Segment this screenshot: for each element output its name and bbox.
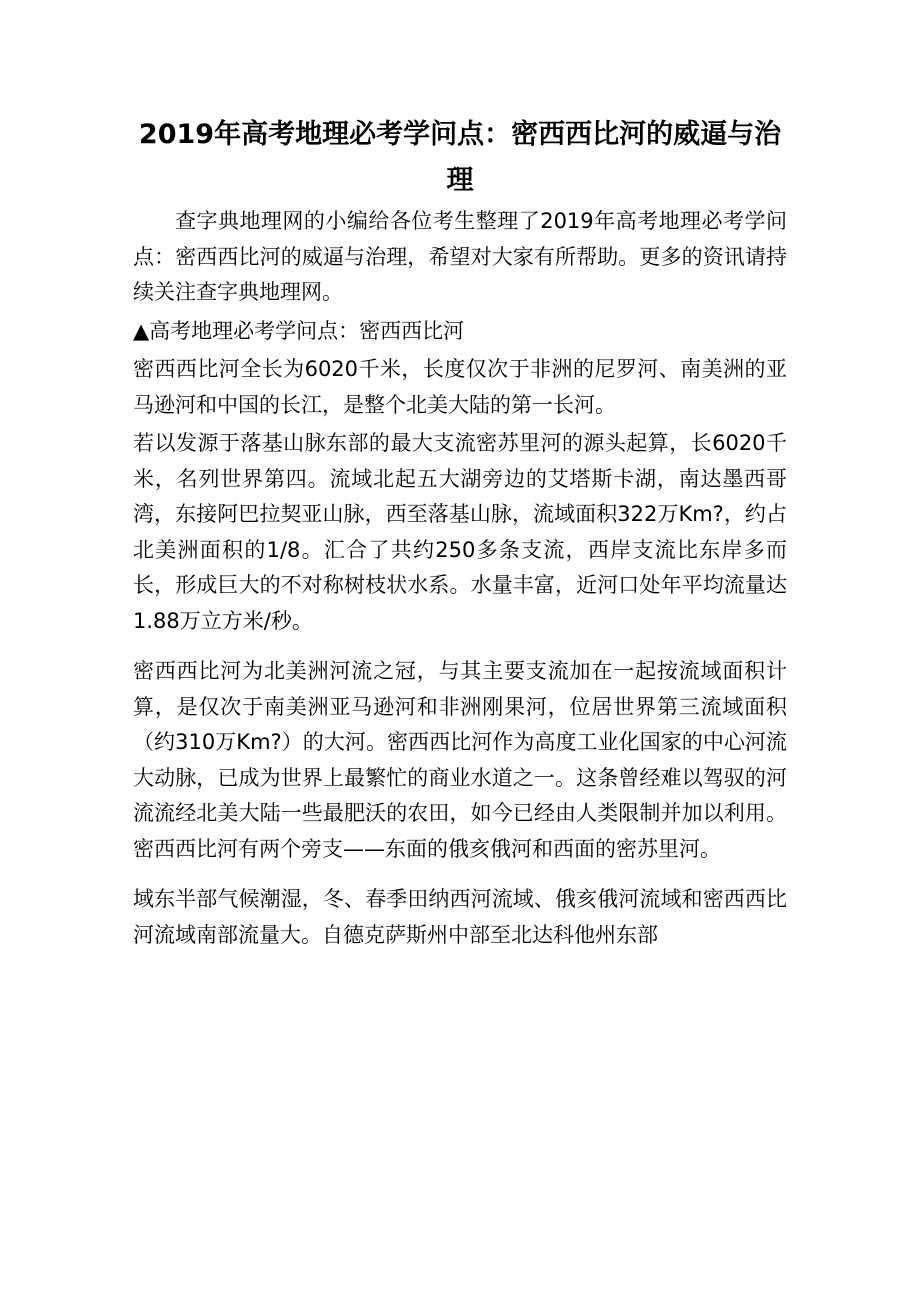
paragraph-significance: 密西西比河为北美洲河流之冠，与其主要支流加在一起按流域面积计算，是仅次于南美洲亚马逊河和非洲刚果河，位居世界第三流域面积（约310万Km?）的大河。密西西比河作为高度工业化国家的中心河流大动脉，已成为世界上最繁忙的商业水道之一。这条曾经难以驾驭的河流流经北美大陆一些最肥沃的农田，如今已经由人类限制并加以利用。密西西比河有两个旁支——东面的俄亥俄河和西面的密苏里河。 [133,659,787,861]
paragraph-length: 密西西比河全长为6020千米，长度仅次于非洲的尼罗河、南美洲的亚马逊河和中国的长江，是整个北美大陆的第一长河。 [133,357,787,417]
intro-paragraph: 查字典地理网的小编给各位考生整理了2019年高考地理必考学问点：密西西比河的威逼与治理，希望对大家有所帮助。更多的资讯请持续关注查字典地理网。 [133,209,787,304]
section-heading: ▲高考地理必考学问点：密西西比河 [133,318,465,343]
document-page [133,112,787,953]
document-title: 2019年高考地理必考学问点：密西西比河的威逼与治理 [138,119,782,196]
paragraph-climate: 域东半部气候潮湿，冬、春季田纳西河流域、俄亥俄河流域和密西西比河流域南部流量大。自德克萨斯州中部至北达科他州东部 [133,887,787,947]
paragraph-basin: 若以发源于落基山脉东部的最大支流密苏里河的源头起算，长6020千米，名列世界第四。流域北起五大湖旁边的艾塔斯卡湖，南达墨西哥湾，东接阿巴拉契亚山脉，西至落基山脉，流域面积322万Km?，约占北美洲面积的1/8。汇合了共约250多条支流，西岸支流比东岸多而长，形成巨大的不对称树枝状水系。水量丰富，近河口处年平均流量达1.88万立方米/秒。 [133,431,787,633]
